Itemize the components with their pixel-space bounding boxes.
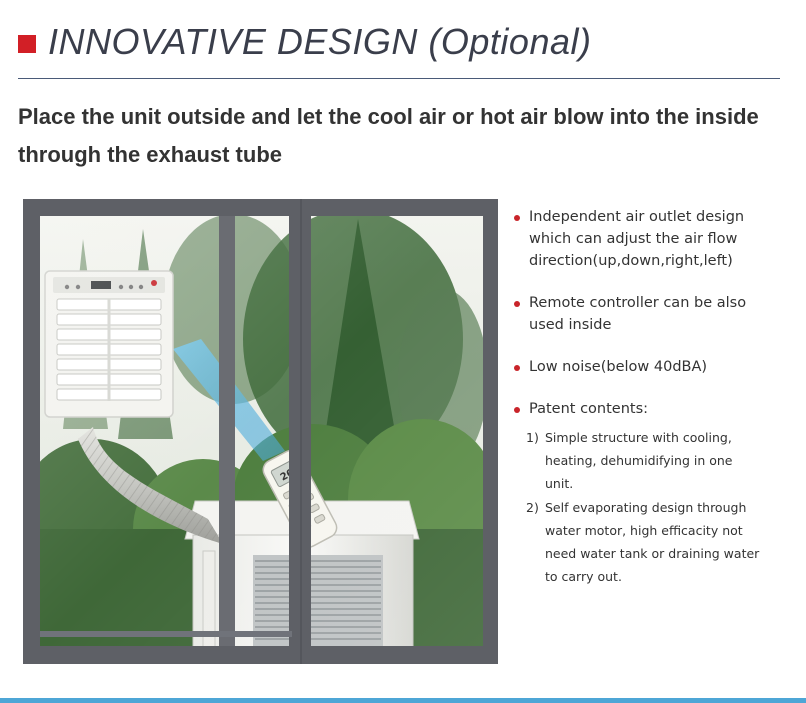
list-item — [514, 206, 800, 272]
list-item — [514, 292, 800, 336]
patent-text: Simple structure with cooling, heating, dehumidifying in one unit. — [545, 430, 733, 491]
feature-text: Remote controller can be also used inside — [529, 295, 747, 333]
red-square-icon — [18, 35, 36, 53]
subtitle-line-1: Place the unit outside and let the cool air or hot air blow into the inside — [18, 104, 759, 129]
feature-text: Low noise(below 40dBA) — [529, 359, 708, 375]
patent-number: 2) — [526, 500, 539, 515]
bullet-dot-icon — [514, 407, 520, 413]
header-divider — [18, 78, 780, 79]
subtitle — [18, 98, 788, 174]
patent-item — [526, 496, 800, 588]
page-header — [18, 21, 592, 62]
feature-list — [514, 206, 800, 589]
bottom-accent-bar — [0, 698, 806, 703]
list-item — [514, 356, 800, 378]
list-item — [514, 398, 800, 420]
bullet-dot-icon — [514, 301, 520, 307]
patent-item — [526, 426, 800, 495]
bullet-dot-icon — [514, 365, 520, 371]
feature-text: Patent contents: — [529, 401, 649, 417]
product-illustration — [23, 199, 498, 664]
bullet-dot-icon — [514, 215, 520, 221]
subtitle-line-2: through the exhaust tube — [18, 142, 282, 167]
patent-number: 1) — [526, 430, 539, 445]
page-title: INNOVATIVE DESIGN (Optional) — [48, 21, 592, 62]
patent-text: Self evaporating design through water motor, high efficacity not need water tank or draining water to carry out. — [545, 500, 760, 584]
patent-list — [526, 426, 800, 588]
feature-text: Independent air outlet design which can adjust the air flow direction(up,down,right,left) — [529, 209, 745, 269]
